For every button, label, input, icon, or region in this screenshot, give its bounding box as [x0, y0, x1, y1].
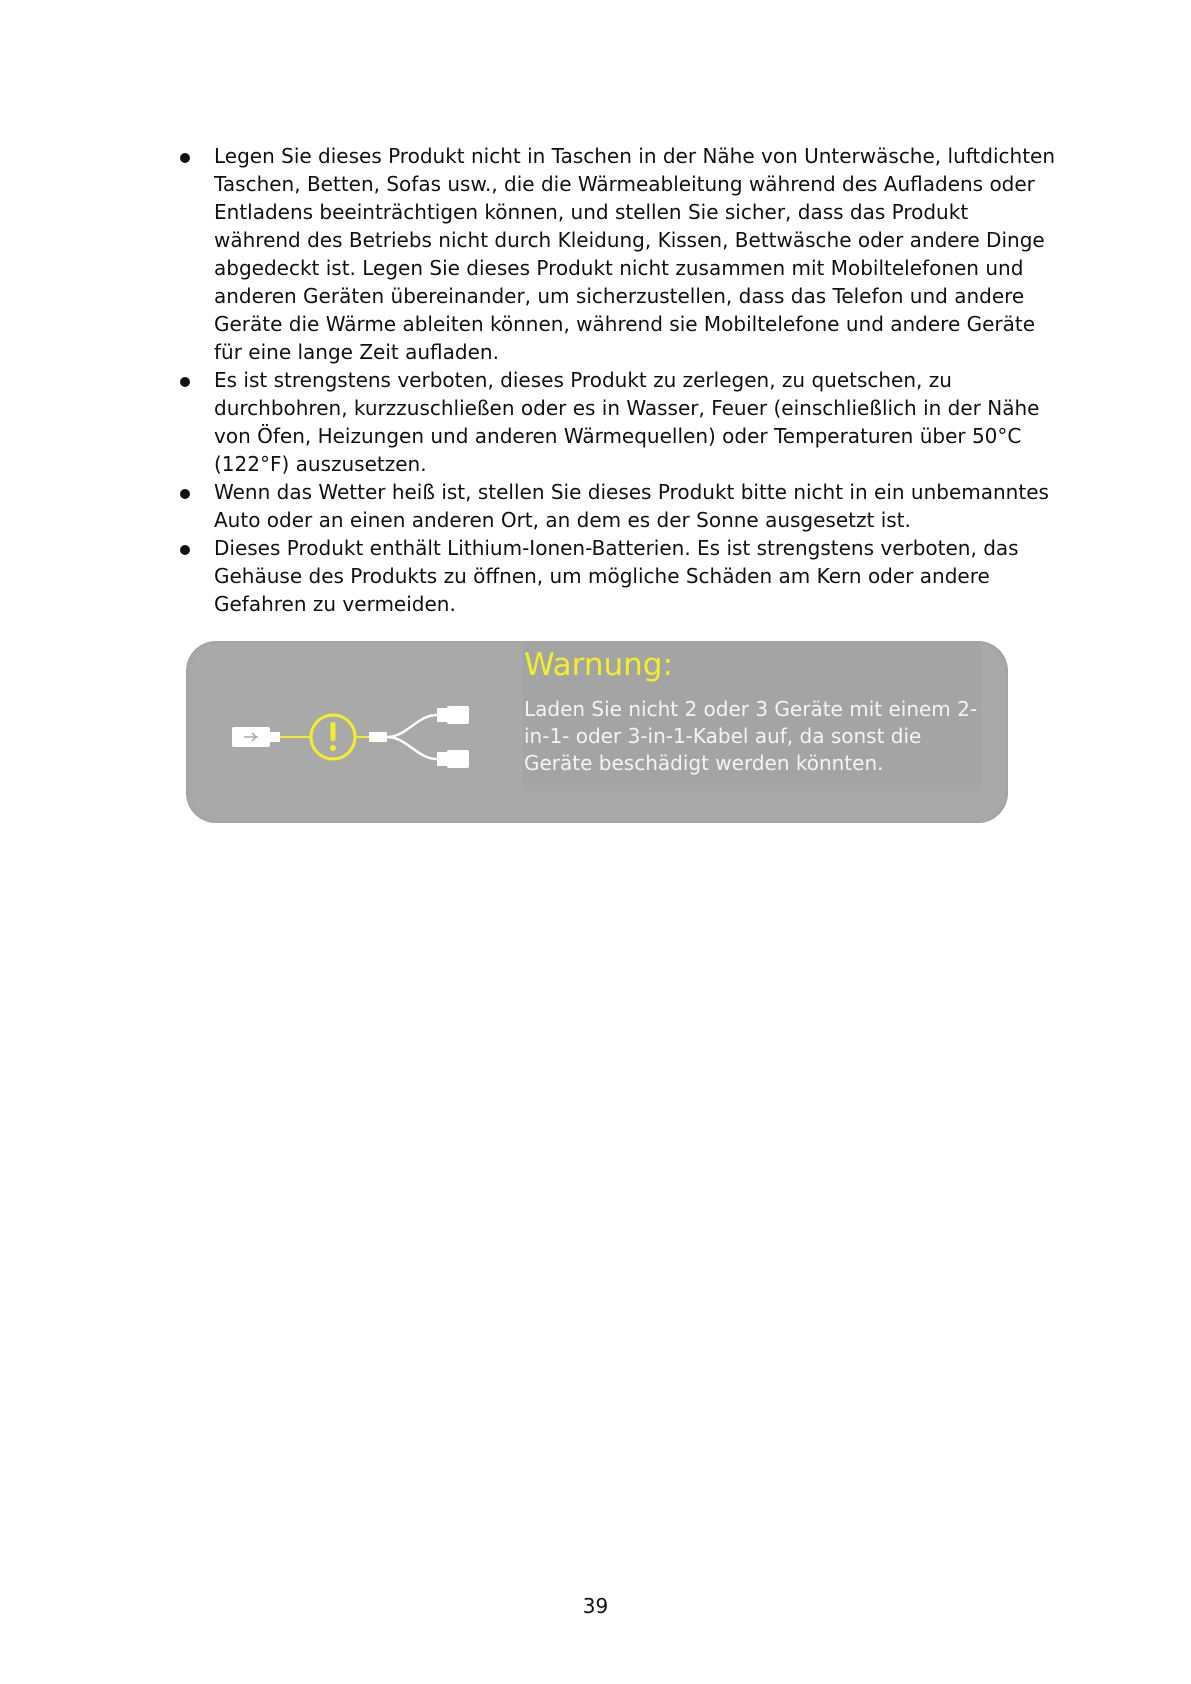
bullet-text: Es ist strengstens verboten, dieses Produkt zu zerlegen, zu quetschen, zu durchbohren, kurzzuschließen oder es in Wasser, Feuer (einschließlich in der Nähe von Öfen, Heizungen und anderen Wärmequellen) oder Temperaturen über 50°C (122°F) auszusetzen. [214, 368, 1040, 476]
bullet-item [178, 478, 1058, 534]
bullet-text: Dieses Produkt enthält Lithium-Ionen-Batterien. Es ist strengstens verboten, das Gehäuse des Produkts zu öffnen, um mögliche Schäden am Kern oder andere Gefahren zu vermeiden. [214, 536, 1019, 616]
warning-box [186, 641, 1008, 823]
bullet-item [178, 366, 1058, 478]
connector-neck-bottom [437, 752, 447, 766]
exclamation-dot [330, 745, 336, 751]
warning-title: Warnung: [524, 647, 673, 683]
bullet-dot-icon [180, 545, 190, 555]
exclamation-bar [331, 722, 336, 741]
bullet-text: Legen Sie dieses Produkt nicht in Taschen in der Nähe von Unterwäsche, luftdichten Taschen, Betten, Sofas usw., die die Wärmeableitung während des Aufladens oder Entladens beeinträchtigen können, und stellen Sie sicher, dass das Produkt während des Betriebs nicht durch Kleidung, Kissen, Bettwäsche oder andere Dinge abgedeckt ist. Legen Sie dieses Produkt nicht zusammen mit Mobiltelefonen und anderen Geräten übereinander, um sicherzustellen, dass das Telefon und andere Geräte die Wärme ableiten können, während sie Mobiltelefone und andere Geräte für eine lange Zeit aufladen. [214, 144, 1056, 364]
bullet-dot-icon [180, 377, 190, 387]
bullet-item [178, 142, 1058, 366]
bullet-dot-icon [180, 153, 190, 163]
warning-text: Laden Sie nicht 2 oder 3 Geräte mit einem 2-in-1- oder 3-in-1-Kabel auf, da sonst die Geräte beschädigt werden könnten. [524, 697, 978, 775]
cable-branch-bottom [387, 737, 437, 759]
split-cable-warning-icon [232, 703, 472, 773]
connector-neck-top [437, 708, 447, 722]
bullet-item [178, 534, 1058, 618]
splitter-body [369, 732, 387, 742]
connector-head-bottom [447, 750, 469, 768]
bullet-text: Wenn das Wetter heiß ist, stellen Sie dieses Produkt bitte nicht in ein unbemanntes Auto oder an einen anderen Ort, an dem es der Sonne ausgesetzt ist. [214, 480, 1049, 532]
connector-head-top [447, 706, 469, 724]
cable-branch-top [387, 715, 437, 737]
page-number: 39 [582, 1594, 609, 1618]
usb-neck-shape [270, 732, 280, 742]
safety-bullet-list [178, 142, 1058, 618]
bullet-dot-icon [180, 489, 190, 499]
